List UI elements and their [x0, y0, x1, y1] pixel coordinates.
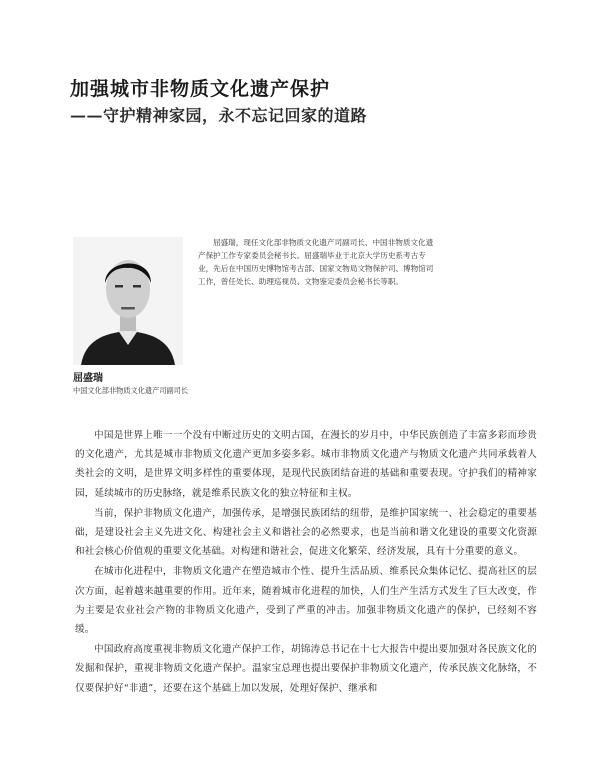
- body-paragraph: 中国是世界上唯一一个没有中断过历史的文明古国，在漫长的岁月中，中华民族创造了丰富多彩而珍贵的文化遗产，尤其是城市非物质文化遗产更加多姿多彩。城市非物质文化遗产与物质文化遗产共同承载着人类社会的文明，是世界文明多样性的重要体现，是现代民族团结奋进的基础和重要表现。守护我们的精神家园，延续城市的历史脉络，就是维系民族文化的独立特征和主权。: [75, 430, 537, 499]
- article-title: 加强城市非物质文化遗产保护: [70, 78, 331, 100]
- body-paragraph: 当前，保护非物质文化遗产，加强传承，是增强民族团结的纽带，是维护国家统一、社会稳定的重要基础，是建设社会主义先进文化、构建社会主义和谐社会的必然要求，也是当前和谐文化建设的重要文化资源和社会核心价值观的重要文化基础。对构建和谐社会，促进文化繁荣、经济发展，具有十分重要的意义。: [75, 507, 537, 558]
- author-position: 中国文化部非物质文化遗产司副司长: [73, 386, 189, 395]
- author-photo: [73, 237, 183, 365]
- article-subtitle: ——守护精神家园，永不忘记回家的道路: [70, 106, 368, 125]
- portrait-image: [73, 237, 183, 365]
- body-paragraph: 中国政府高度重视非物质文化遗产保护工作，胡锦涛总书记在十七大报告中提出要加强对各民族文化的发掘和保护，重视非物质文化遗产保护。温家宝总理也提出要保护非物质文化遗产，传承民族文化脉络，不仅要保护好“非遗”，还要在这个基础上加以发展，处理好保护、继承和: [75, 644, 537, 694]
- author-bio: 屈盛瑞，现任文化部非物质文化遗产司副司长、中国非物质文化遗产保护工作专家委员会秘书长。屈盛瑞毕业于北京大学历史系考古专业，先后在中国历史博物馆考古部、国家文物局文物保护司、博物馆司工作，曾任处长、助理巡视员、文物鉴定委员会秘书长等职。: [198, 238, 434, 286]
- author-name: 屈盛瑞: [73, 373, 103, 384]
- body-paragraph: 在城市化进程中，非物质文化遗产在塑造城市个性、提升生活品质、维系民众集体记忆、提高社区的层次方面，起着越来越重要的作用。近年来，随着城市化进程的加快，人们生产生活方式发生了巨大改变，作为主要是农业社会产物的非物质文化遗产，受到了严重的冲击。加强非物质文化遗产的保护，已经刻不容缓。: [75, 566, 537, 636]
- article-body: [75, 426, 537, 699]
